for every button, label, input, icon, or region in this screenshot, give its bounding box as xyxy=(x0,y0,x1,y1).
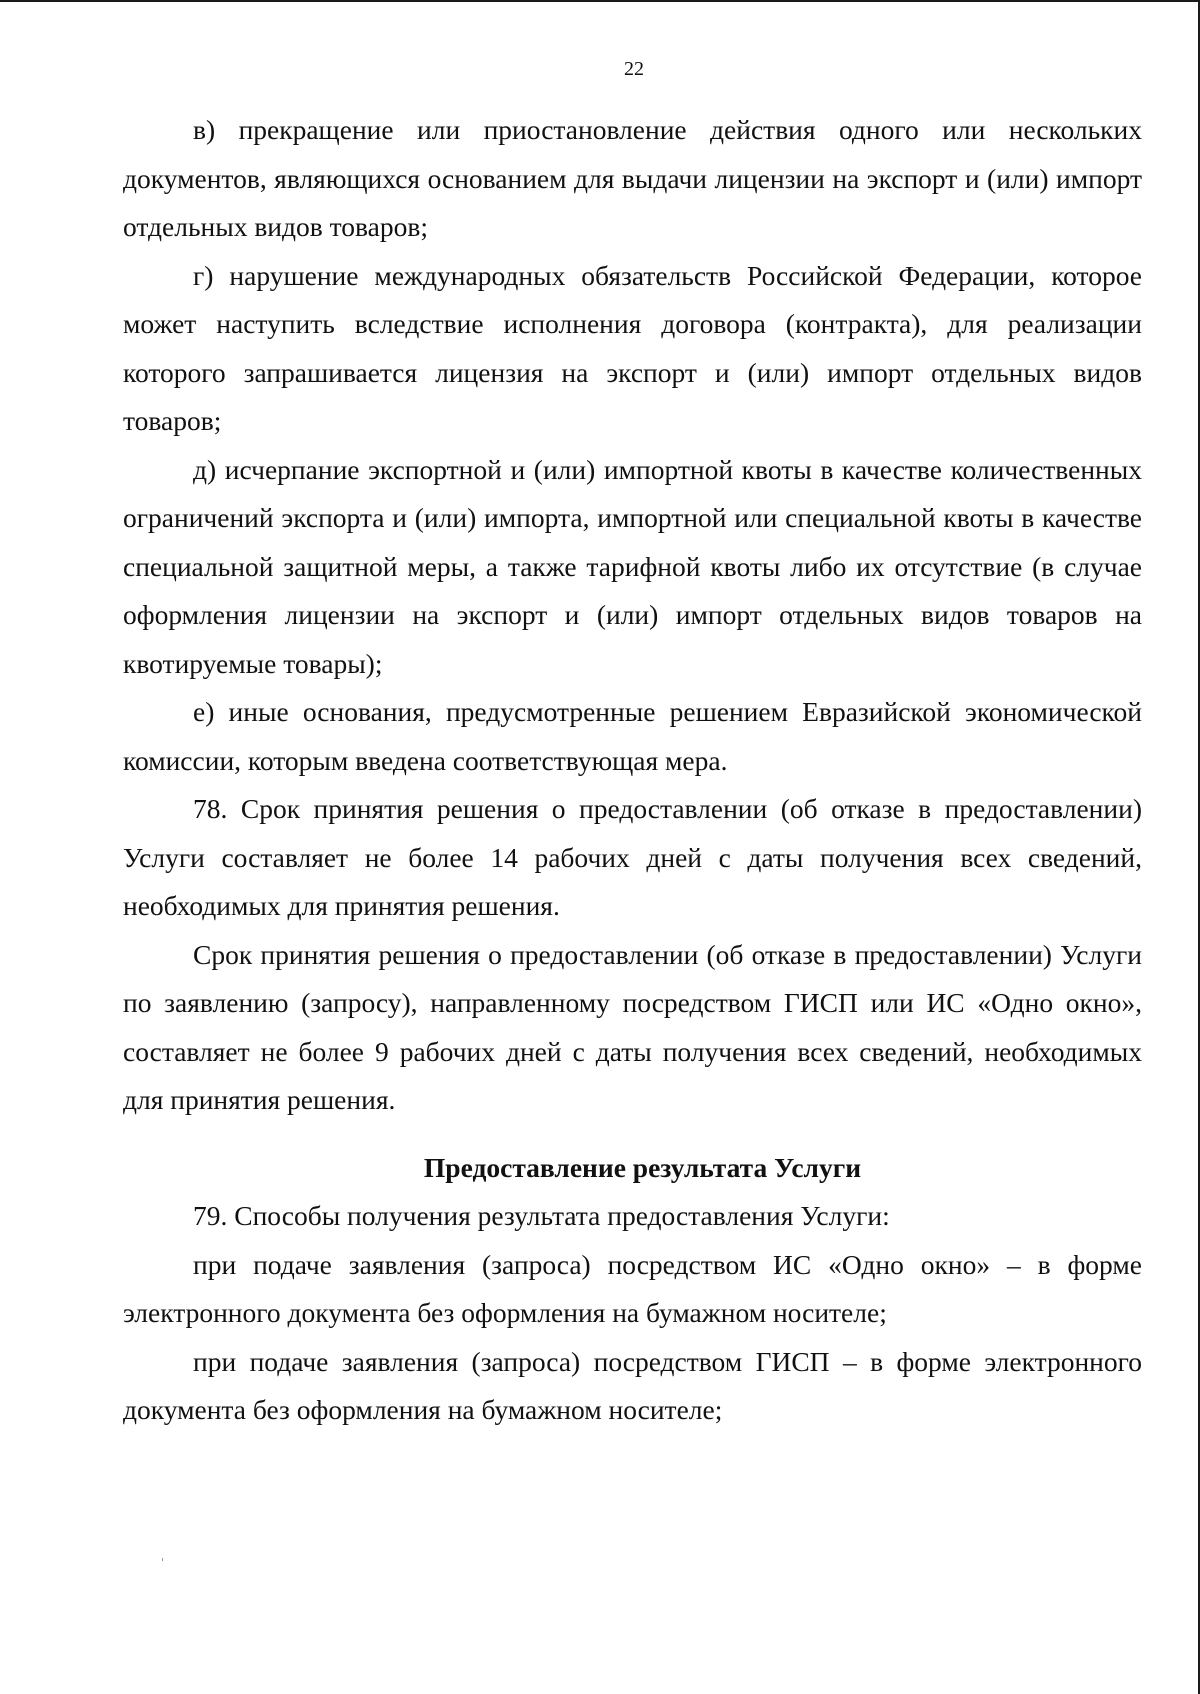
scan-speck xyxy=(162,1558,163,1561)
page-number: 22 xyxy=(624,58,644,80)
paragraph-item-v: в) прекращение или приостановление действия одного или нескольких документов, являющихся основанием для выдачи лицензии на экспорт и (или) импорт отдельных видов товаров; xyxy=(123,114,1142,242)
paragraph-clause-78: 78. Срок принятия решения о предоставлении (об отказе в предоставлении) Услуги составляет не более 14 рабочих дней с даты получения всех сведений, необходимых для принятия решения. xyxy=(123,793,1142,921)
paragraph-one-window-method: при подаче заявления (запроса) посредством ИС «Одно окно» – в форме электронного документа без оформления на бумажном носителе; xyxy=(123,1248,1142,1328)
paragraph-item-e: е) иные основания, предусмотренные решением Евразийской экономической комиссии, которым введена соответствующая мера. xyxy=(123,696,1142,776)
document-body xyxy=(123,106,1142,1435)
paragraph-item-d: д) исчерпание экспортной и (или) импортной квоты в качестве количественных ограничений экспорта и (или) импорта, импортной или специальной квоты в качестве специальной защитной меры, а также тарифной квоты либо их отсутствие (в случае оформления лицензии на экспорт и (или) импорт отдельных видов товаров на квотируемые товары); xyxy=(123,453,1142,679)
paragraph-clause-78-term: Срок принятия решения о предоставлении (об отказе в предоставлении) Услуги по заявлению (запросу), направленному посредством ГИСП или ИС «Одно окно», составляет не более 9 рабочих дней с даты получения всех сведений, необходимых для принятия решения. xyxy=(123,938,1142,1115)
paragraph-gisp-method: при подаче заявления (запроса) посредством ГИСП – в форме электронного документа без оформления на бумажном носителе; xyxy=(123,1345,1142,1425)
section-heading: Предоставление результата Услуги xyxy=(423,1151,862,1183)
paragraph-clause-79: 79. Способы получения результата предоставления Услуги: xyxy=(193,1200,890,1231)
paragraph-item-g: г) нарушение международных обязательств Российской Федерации, которое может наступить вследствие исполнения договора (контракта), для реализации которого запрашивается лицензия на экспорт и (или) импорт отдельных видов товаров; xyxy=(123,259,1142,436)
